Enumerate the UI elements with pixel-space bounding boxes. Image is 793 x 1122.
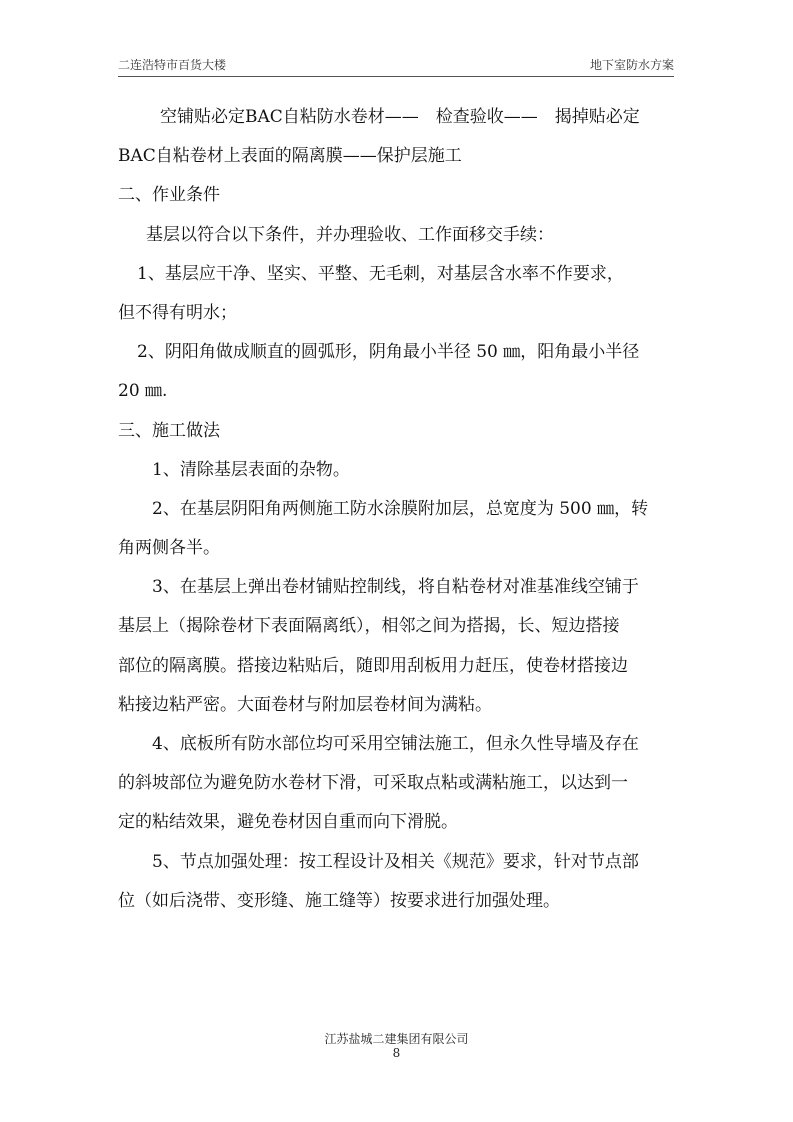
text-line: 2、在基层阴阳角两侧施工防水涂膜附加层，总宽度为 500 ㎜，转 (152, 498, 649, 519)
header-divider (118, 76, 674, 77)
document-body (118, 98, 674, 921)
text-line: 20 ㎜. (118, 381, 168, 402)
page-header (118, 54, 674, 74)
text-line: BAC自粘卷材上表面的隔离膜——保护层施工 (118, 146, 462, 167)
text-line: 角两侧各半。 (118, 538, 220, 559)
footer-company-name: 江苏盐城二建集团有限公司 (324, 1032, 469, 1046)
header-project-name: 二连浩特市百货大楼 (118, 58, 227, 72)
footer-page-number: 8 (392, 1046, 401, 1060)
text-line: 部位的隔离膜。搭接边粘贴后，随即用刮板用力赶压，使卷材搭接边 (118, 655, 628, 676)
section-heading: 三、施工做法 (118, 420, 220, 441)
text-line: 基层以符合以下条件，并办理验收、工作面移交手续： (146, 224, 554, 245)
text-line: 但不得有明水； (118, 302, 237, 323)
text-line: 位（如后浇带、变形缝、施工缝等）按要求进行加强处理。 (118, 890, 560, 911)
header-document-title: 地下室防水方案 (589, 58, 674, 72)
text-line: 1、清除基层表面的杂物。 (152, 459, 350, 480)
text-line: 空铺贴必定BAC自粘防水卷材—— 检查验收—— 揭掉贴必定 (160, 107, 640, 127)
text-line: 2、阴阳角做成顺直的圆弧形，阴角最小半径 50 ㎜，阳角最小半径 (137, 342, 640, 363)
text-line: 3、在基层上弹出卷材铺贴控制线，将自粘卷材对准基准线空铺于 (152, 577, 639, 598)
text-line: 定的粘结效果，避免卷材因自重而向下滑脱。 (118, 812, 458, 833)
text-line: 4、底板所有防水部位均可采用空铺法施工，但永久性导墙及存在 (152, 734, 639, 754)
text-line: 粘接边粘严密。大面卷材与附加层卷材间为满粘。 (118, 694, 492, 715)
text-line: 基层上（揭除卷材下表面隔离纸），相邻之间为搭揭，长、短边搭接 (118, 616, 620, 637)
text-line: 的斜坡部位为避免防水卷材下滑，可采取点粘或满粘施工，以达到一 (118, 773, 628, 794)
text-line: 1、基层应干净、坚实、平整、无毛刺，对基层含水率不作要求， (137, 263, 624, 284)
section-heading: 二、作业条件 (118, 185, 220, 206)
text-line: 5、节点加强处理：按工程设计及相关《规范》要求，针对节点部 (152, 851, 639, 872)
